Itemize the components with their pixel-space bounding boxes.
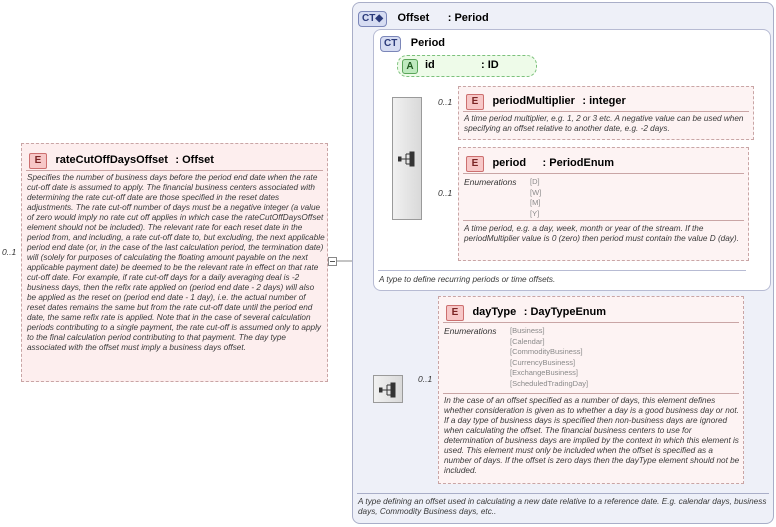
main-element-occurrence: 0..1 [2, 247, 17, 257]
period-multiplier-element[interactable] [458, 86, 754, 140]
element-header [466, 153, 614, 172]
enumeration-value: [D] [530, 177, 540, 186]
element-type: : Offset [175, 154, 214, 166]
divider [463, 111, 749, 112]
offset-header [358, 8, 489, 27]
divider [443, 322, 739, 323]
period-occurrence: 0..1 [438, 188, 453, 198]
sequence-icon [379, 382, 399, 398]
period-header [380, 33, 445, 52]
enumeration-value: [ScheduledTradingDay] [510, 378, 589, 388]
element-badge: E [29, 153, 47, 169]
enumeration-value: [Y] [530, 208, 540, 218]
enumeration-value: [M] [530, 198, 541, 207]
divider [26, 170, 323, 171]
element-header [466, 91, 626, 110]
period-multiplier-occurrence: 0..1 [438, 97, 453, 107]
offset-name: Offset [397, 12, 430, 24]
sequence-icon [398, 151, 418, 167]
id-attribute[interactable] [397, 55, 537, 77]
day-type-occurrence: 0..1 [418, 374, 433, 384]
element-documentation: A time period, e.g. a day, week, month or year of the stream. If the periodMultiplier value is 0 (zero) then period must contain the value D (day). [464, 224, 739, 243]
divider [378, 270, 746, 271]
rate-cutoff-days-offset-element[interactable] [21, 143, 328, 382]
period-documentation: A type to define recurring periods or time offsets. [379, 275, 556, 284]
period-type-name: Period [410, 37, 446, 49]
enumeration-list [530, 177, 541, 219]
enumeration-value: [W] [530, 187, 542, 197]
element-name: periodMultiplier [492, 95, 575, 107]
element-badge: E [446, 305, 464, 321]
complex-type-badge: CT [380, 36, 401, 52]
element-type: : PeriodEnum [542, 157, 615, 169]
attribute-badge: A [402, 59, 418, 74]
enumeration-value: [ExchangeBusiness] [510, 368, 578, 377]
element-header [29, 150, 214, 169]
enumeration-value: [CommodityBusiness] [510, 347, 583, 356]
attribute-type: : ID [481, 59, 499, 71]
complex-type-icon: CT◆ [358, 11, 387, 27]
element-name: rateCutOffDaysOffset [55, 154, 168, 166]
element-documentation: Specifies the number of business days before the period end date when the rate cut-off date is assumed to apply. The financial business centers associated with determining the rate cut-off date are those specified in the reset dates adjustments. The rate cut-off number of days must be a negative integer (a value of zero would imply no rate cut off applies in which case the rateCutOffDaysOffset element should not be included). The relevant rate for each reset date in the period from, and including, a rate cut-off date to, but excluding, the next applicable period end date (or, in the case of the last calculation period, the termination date) will (solely for purposes of calculating the floating amount payable on the next applicable payment date) be deemed to be the relevant rate in effect on that rate cut-off date. For example, if rate cut-off days for a daily averaging deal is -2 business days, then the refix rate applied on (period end date - 2 days) will also be applied as the reset on (period end date - 1 day), i.e. the actual number of reset dates remains the same but from the rate cut-off date until the period end date, the same refix rate is applied. Note that in the case of several calculation periods contributing to a single payment, the rate cut-off is assumed only to apply to the final calculation period contributing to that payment. The day type associated with the offset must imply a business days offset. [27, 173, 325, 352]
divider [357, 493, 769, 494]
enumeration-value: [CurrencyBusiness] [510, 357, 576, 367]
enumeration-list [510, 326, 588, 389]
enumeration-value: [Business] [510, 326, 545, 335]
day-type-element[interactable] [438, 296, 744, 484]
element-name: dayType [472, 306, 517, 318]
element-type: : DayTypeEnum [523, 306, 607, 318]
element-badge: E [466, 94, 484, 110]
period-element[interactable] [458, 147, 749, 261]
divider [463, 173, 744, 174]
offset-type: : Period [447, 12, 489, 24]
element-name: period [492, 157, 527, 169]
sequence-compositor[interactable] [392, 97, 422, 220]
divider [443, 393, 739, 394]
offset-documentation: A type defining an offset used in calculating a new date relative to a reference date. E.g. calendar days, business days, Commodity Business days, etc.. [358, 497, 767, 516]
divider [463, 220, 744, 221]
attribute-name: id [425, 59, 435, 71]
enumeration-value: [Calendar] [510, 336, 545, 346]
element-documentation: A time period multiplier, e.g. 1, 2 or 3 etc. A negative value can be used when specifying an offset relative to another date, e.g. -2 days. [464, 114, 744, 133]
sequence-compositor[interactable] [373, 375, 403, 403]
element-badge: E [466, 156, 484, 172]
element-header [446, 302, 606, 321]
element-documentation: In the case of an offset specified as a number of days, this element defines whether consideration is given as to whether a day is a good business day or not. If a day type of business days is specified then non-business days are ignored when calculating the offset. The financial business centers to use for determination of business days are implied by the context in which this element is used. This element must only be included when the offset is specified as a number of days. If the offset is zero days then the dayType element should not be included. [444, 396, 740, 475]
enumerations-label: Enumerations [464, 177, 517, 187]
collapse-icon[interactable] [328, 257, 337, 266]
enumerations-label: Enumerations [444, 326, 497, 336]
element-type: : integer [582, 95, 626, 107]
